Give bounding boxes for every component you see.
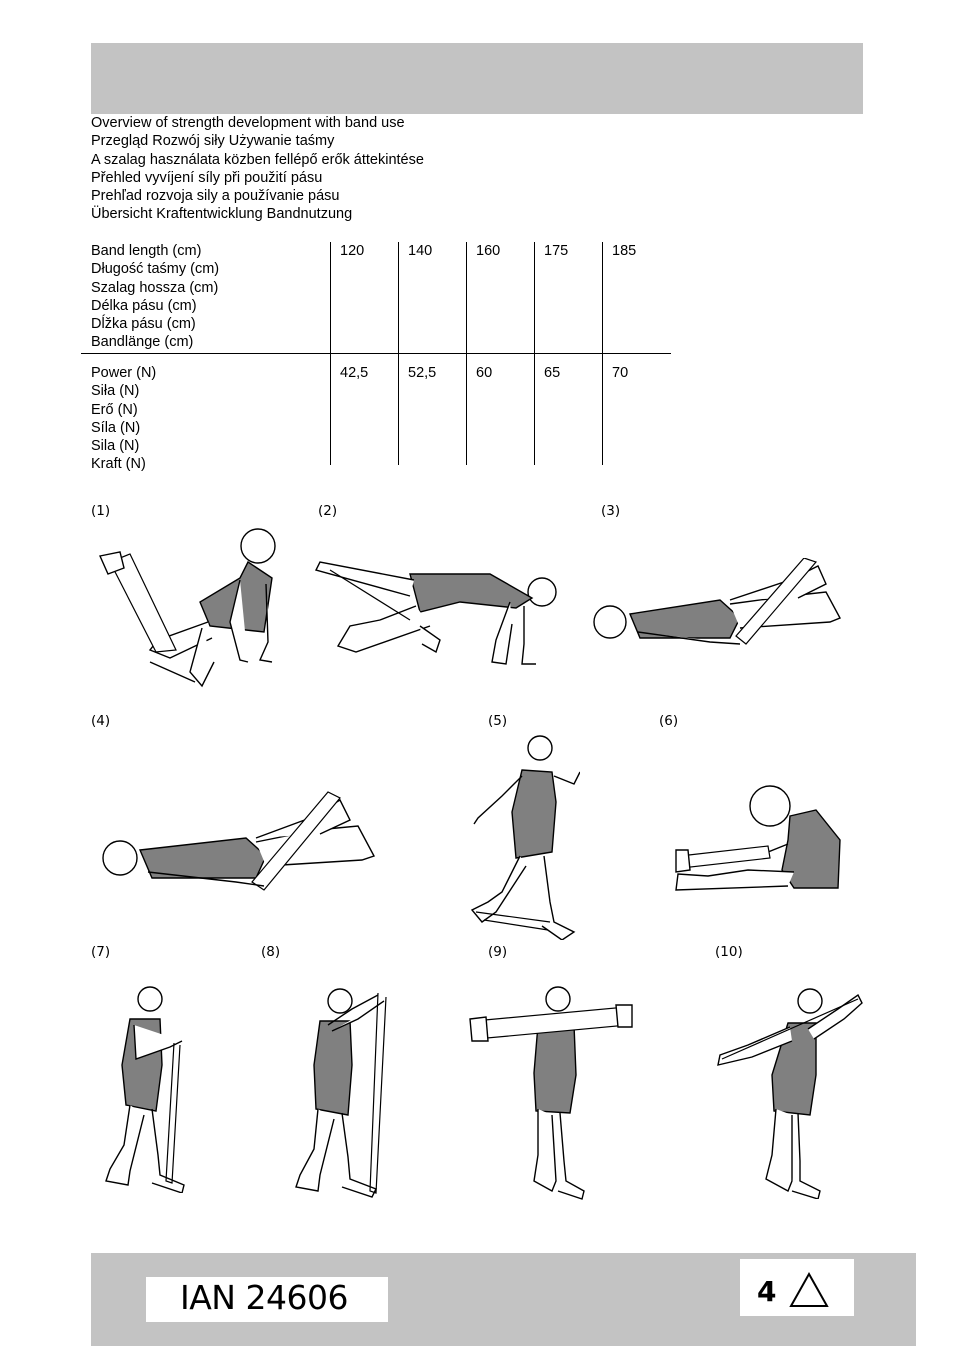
figure-label-3: (3)	[601, 503, 621, 519]
exercise-illustration-4	[96, 790, 380, 906]
length-cell: 160	[466, 242, 534, 353]
title-pl: Przegląd Rozwój siły Używanie taśmy	[91, 133, 335, 150]
label-cz: Délka pásu (cm)	[91, 297, 197, 314]
exercise-illustration-6	[668, 780, 844, 892]
figure-label-5: (5)	[488, 713, 508, 729]
band-spec-table	[81, 242, 671, 473]
figure-label-8: (8)	[261, 944, 281, 960]
exercise-illustration-9	[466, 985, 634, 1201]
label-pl: Siła (N)	[91, 383, 140, 400]
exercise-illustration-2	[310, 540, 562, 666]
ian-label-box	[146, 1277, 388, 1322]
power-labels	[81, 354, 330, 473]
power-cell: 65	[534, 354, 602, 465]
power-row	[81, 354, 671, 473]
title-cz: Přehled vyvíjení síly při použití pásu	[91, 169, 323, 186]
label-en: Band length (cm)	[91, 243, 202, 259]
label-de: Bandlänge (cm)	[91, 334, 194, 351]
label-cz: Síla (N)	[91, 419, 141, 436]
exercise-illustration-7	[100, 985, 192, 1193]
exercise-illustration-5	[462, 732, 580, 940]
band-length-labels	[81, 242, 330, 353]
page-number-box	[740, 1259, 854, 1316]
exercise-illustration-8	[292, 985, 396, 1199]
figure-label-9: (9)	[488, 944, 508, 960]
ian-number: IAN 24606	[180, 1278, 348, 1317]
title-hu: A szalag használata közben fellépő erők áttekintése	[91, 151, 424, 168]
header-bar	[91, 43, 863, 114]
title-block	[91, 114, 424, 224]
exercise-illustration-3	[590, 558, 854, 664]
exercise-illustration-10	[708, 985, 864, 1199]
warning-triangle-icon	[788, 1271, 830, 1309]
label-de: Kraft (N)	[91, 456, 146, 473]
length-cell: 185	[602, 242, 670, 353]
label-sk: Sila (N)	[91, 438, 140, 455]
figure-label-7: (7)	[91, 944, 111, 960]
label-hu: Erő (N)	[91, 401, 138, 418]
power-cell: 70	[602, 354, 670, 465]
figure-label-6: (6)	[659, 713, 679, 729]
figure-label-1: (1)	[91, 503, 111, 519]
label-en: Power (N)	[91, 365, 157, 381]
label-pl: Długość taśmy (cm)	[91, 261, 220, 278]
band-length-row	[81, 242, 671, 354]
title-sk: Prehľad rozvoja sily a používanie pásu	[91, 188, 340, 205]
label-sk: Dĺžka pásu (cm)	[91, 316, 196, 333]
power-cell: 42,5	[330, 354, 398, 465]
label-hu: Szalag hossza (cm)	[91, 279, 219, 296]
exercise-illustration-1	[90, 522, 290, 694]
page-number: 4	[757, 1275, 777, 1308]
figure-label-4: (4)	[91, 713, 111, 729]
length-cell: 140	[398, 242, 466, 353]
title-en: Overview of strength development with band use	[91, 115, 405, 131]
figure-label-2: (2)	[318, 503, 338, 519]
power-cell: 52,5	[398, 354, 466, 465]
figure-label-10: (10)	[715, 944, 743, 960]
length-cell: 120	[330, 242, 398, 353]
title-de: Übersicht Kraftentwicklung Bandnutzung	[91, 206, 353, 223]
length-cell: 175	[534, 242, 602, 353]
power-cell: 60	[466, 354, 534, 465]
